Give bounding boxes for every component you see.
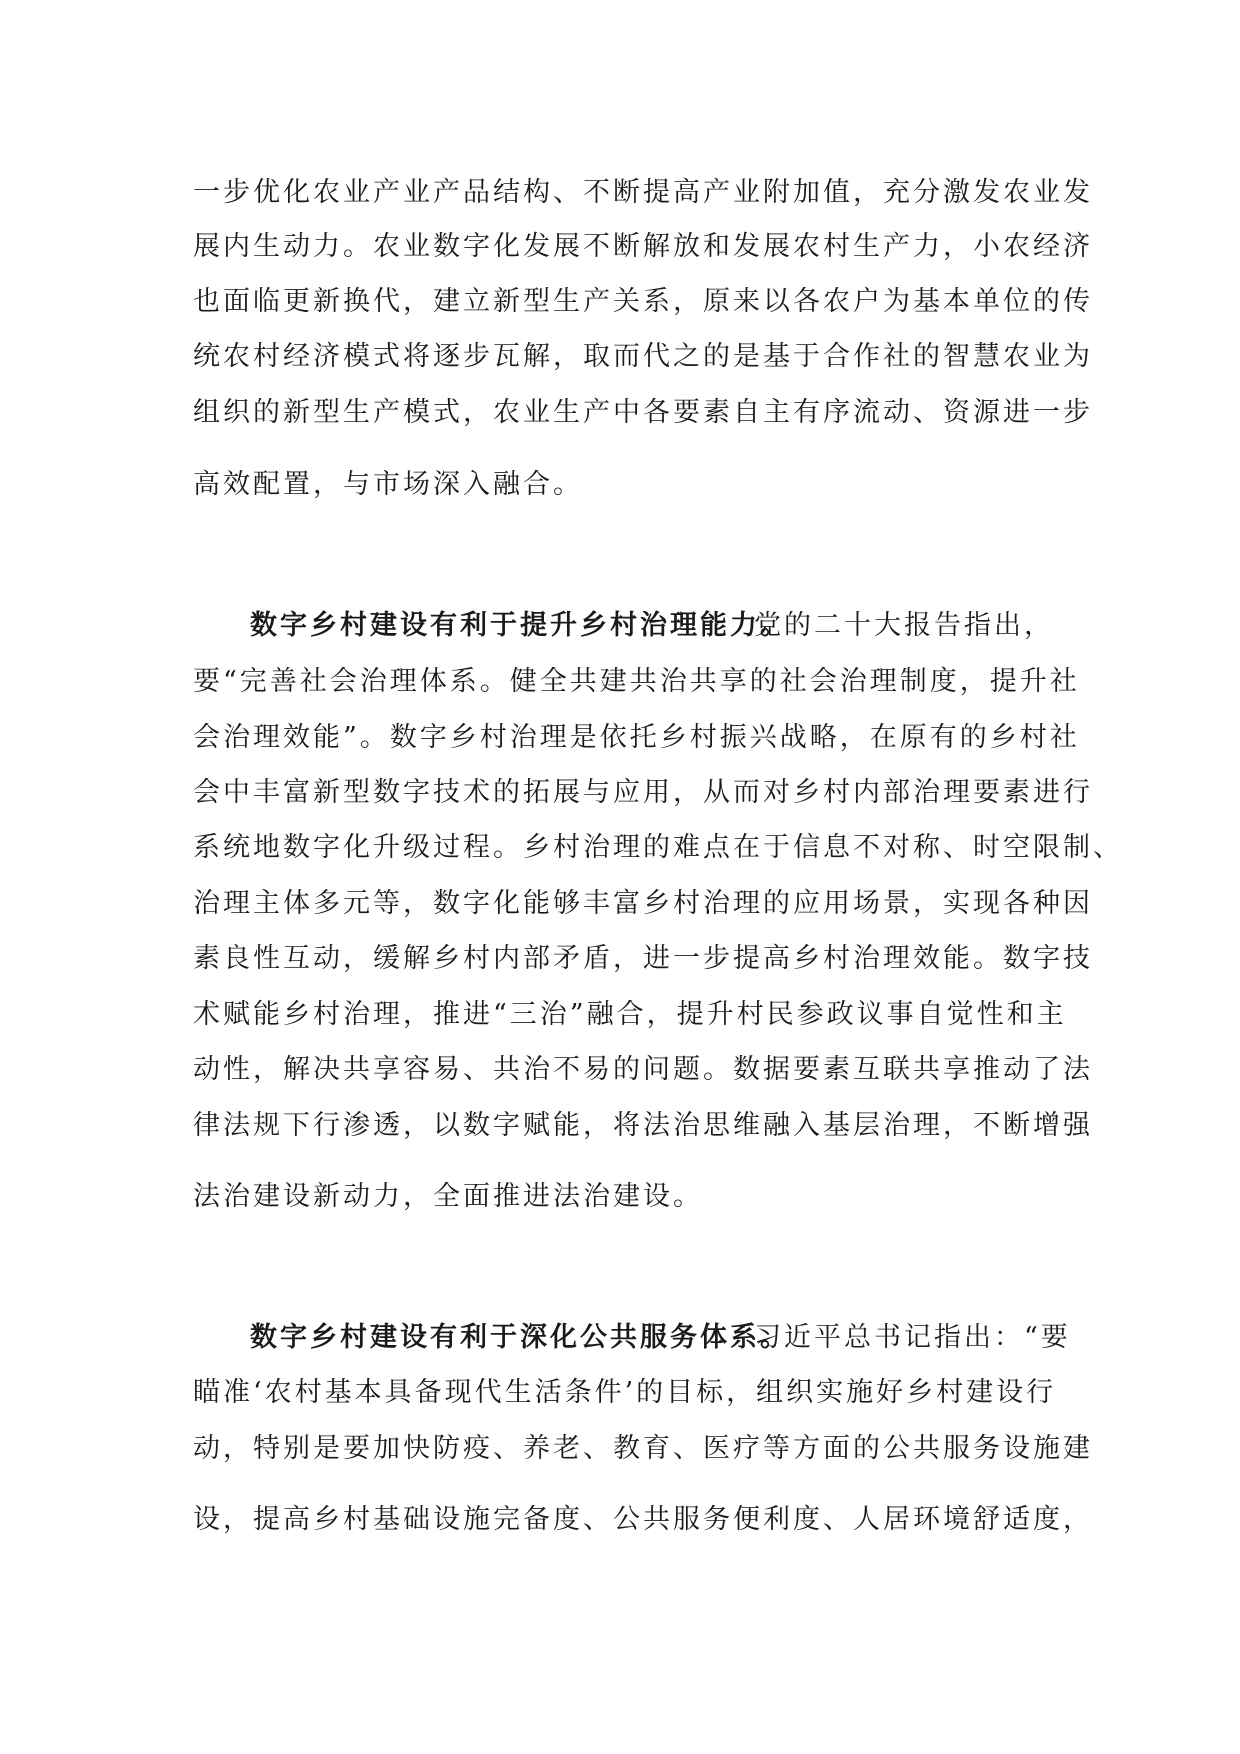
text-line xyxy=(0,596,1240,656)
text-line xyxy=(0,163,1240,223)
text-line xyxy=(0,985,1240,1045)
paragraph-text: 动，特别是要加快防疫、养老、教育、医疗等方面的公共服务设施建 xyxy=(193,1433,1093,1464)
text-line xyxy=(0,272,1240,332)
text-line xyxy=(0,929,1240,989)
paragraph-text: 一步优化农业产业产品结构、不断提高产业附加值，充分激发农业发 xyxy=(193,177,1093,208)
text-line xyxy=(0,1419,1240,1479)
paragraph-text: 组织的新型生产模式，农业生产中各要素自主有序流动、资源进一步 xyxy=(193,397,1093,428)
paragraph-text: 高效配置，与市场深入融合。 xyxy=(193,469,583,500)
paragraph-text: 动性，解决共享容易、共治不易的问题。数据要素互联共享推动了法 xyxy=(193,1054,1093,1085)
paragraph-text: 系统地数字化升级过程。乡村治理的难点在于信息不对称、时空限制、 xyxy=(193,832,1123,863)
paragraph-text: 素良性互动，缓解乡村内部矛盾，进一步提高乡村治理效能。数字技 xyxy=(193,943,1093,974)
section-heading: 数字乡村建设有利于深化公共服务体系。 xyxy=(250,1322,790,1353)
text-line xyxy=(0,217,1240,277)
text-line xyxy=(0,1308,1240,1368)
paragraph-text: 习近平总书记指出：“要 xyxy=(754,1322,1071,1353)
text-line xyxy=(0,1096,1240,1156)
paragraph-text: 党的二十大报告指出， xyxy=(754,610,1054,641)
paragraph-text: 瞄准‘农村基本具备现代生活条件’的目标，组织实施好乡村建设行 xyxy=(193,1377,1057,1408)
text-line xyxy=(0,818,1240,878)
text-line xyxy=(0,1363,1240,1423)
paragraph-text: 治理主体多元等，数字化能够丰富乡村治理的应用场景，实现各种因 xyxy=(193,888,1093,919)
paragraph-text: 统农村经济模式将逐步瓦解，取而代之的是基于合作社的智慧农业为 xyxy=(193,341,1093,372)
text-line xyxy=(0,763,1240,823)
paragraph-text: 要“完善社会治理体系。健全共建共治共享的社会治理制度，提升社 xyxy=(193,666,1080,697)
text-line xyxy=(0,383,1240,443)
paragraph-text: 也面临更新换代，建立新型生产关系，原来以各农户为基本单位的传 xyxy=(193,286,1093,317)
paragraph-text: 会治理效能”。数字乡村治理是依托乡村振兴战略，在原有的乡村社 xyxy=(193,722,1080,753)
text-line xyxy=(0,708,1240,768)
paragraph-text: 展内生动力。农业数字化发展不断解放和发展农村生产力，小农经济 xyxy=(193,231,1093,262)
text-line xyxy=(0,1040,1240,1100)
paragraph-text: 设，提高乡村基础设施完备度、公共服务便利度、人居环境舒适度， xyxy=(193,1504,1093,1535)
text-line xyxy=(0,874,1240,934)
text-line xyxy=(0,1167,1240,1227)
text-line xyxy=(0,327,1240,387)
paragraph-text: 术赋能乡村治理，推进“三治”融合，提升村民参政议事自觉性和主 xyxy=(193,999,1067,1030)
text-line xyxy=(0,455,1240,515)
text-line xyxy=(0,652,1240,712)
paragraph-text: 会中丰富新型数字技术的拓展与应用，从而对乡村内部治理要素进行 xyxy=(193,777,1093,808)
section-heading: 数字乡村建设有利于提升乡村治理能力。 xyxy=(250,610,790,641)
paragraph-text: 律法规下行渗透，以数字赋能，将法治思维融入基层治理，不断增强 xyxy=(193,1110,1093,1141)
paragraph-text: 法治建设新动力，全面推进法治建设。 xyxy=(193,1181,703,1212)
text-line xyxy=(0,1490,1240,1550)
